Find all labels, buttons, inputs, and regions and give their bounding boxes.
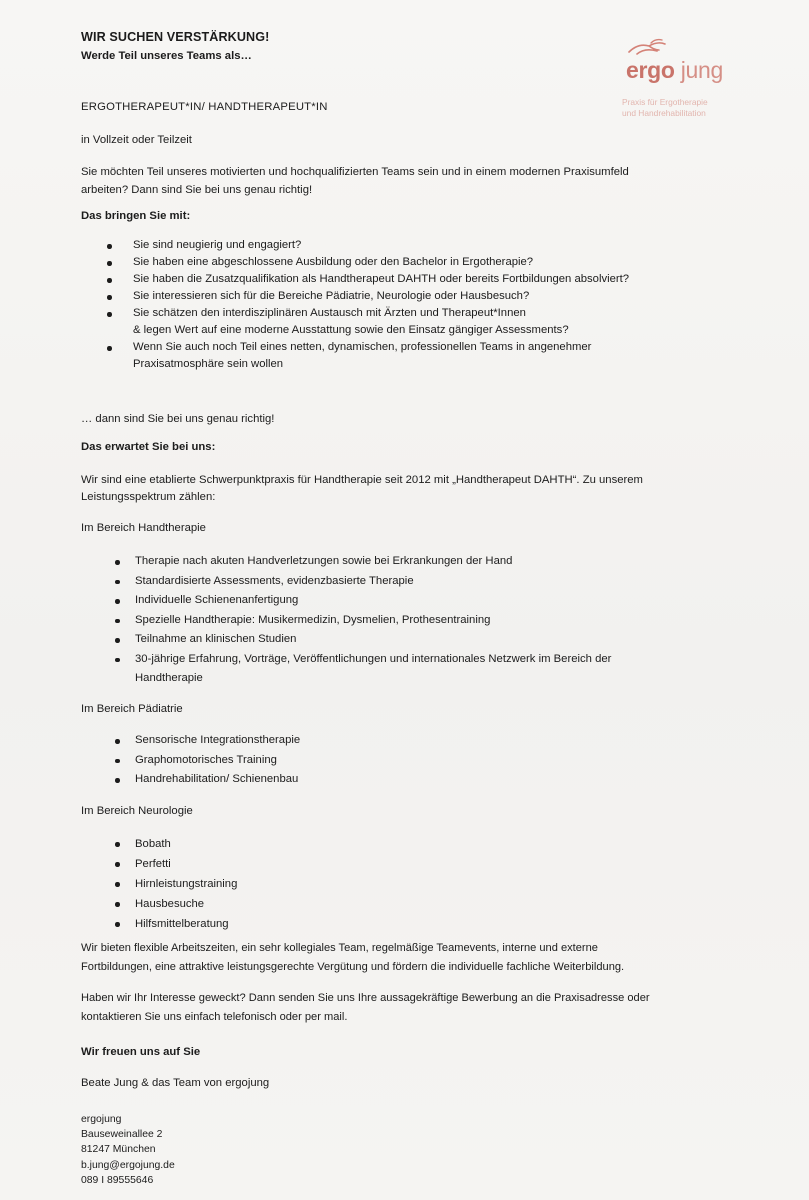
bullet-icon [115, 922, 120, 927]
offer-intro-1: Wir sind eine etablierte Schwerpunktpraxis für Handtherapie seit 2012 mit „Handtherapeut DAHTH“. Zu unserem [81, 474, 643, 486]
bullet-icon [107, 261, 112, 266]
benefits-line-1: Wir bieten flexible Arbeitszeiten, ein sehr kollegiales Team, regelmäßige Teamevents, interne und externe [81, 942, 598, 954]
contact-block [81, 1112, 175, 1188]
list-item: Therapie nach akuten Handverletzungen sowie bei Erkrankungen der Hand [135, 552, 611, 572]
headline: WIR SUCHEN VERSTÄRKUNG! [81, 30, 270, 44]
requirements-closing: … dann sind Sie bei uns genau richtig! [81, 413, 275, 425]
list-item-continuation: Praxisatmosphäre sein wollen [133, 358, 284, 370]
closing-greeting: Wir freuen uns auf Sie [81, 1046, 201, 1058]
hand-section-heading: Im Bereich Handtherapie [81, 522, 206, 534]
list-item: Teilnahme an klinischen Studien [135, 630, 611, 650]
bullet-icon [115, 882, 120, 887]
intro-line-1: Sie möchten Teil unseres motivierten und hochqualifizierten Teams sein und in einem modernen Praxisumfeld [81, 166, 629, 178]
contact-street: Bauseweinallee 2 [81, 1129, 163, 1141]
bullet-icon [115, 759, 120, 764]
requirements-list [133, 237, 629, 373]
list-item: Handrehabilitation/ Schienenbau [135, 770, 300, 790]
subheadline: Werde Teil unseres Teams als… [81, 50, 252, 62]
job-title: ERGOTHERAPEUT*IN/ HANDTHERAPEUT*IN [81, 101, 328, 113]
bullet-icon [115, 599, 120, 604]
list-item: Hilfsmittelberatung [135, 914, 237, 934]
bullet-icon [115, 560, 120, 565]
bullet-icon [115, 619, 120, 624]
contact-name: ergojung [81, 1114, 122, 1125]
list-item: Sie haben die Zusatzqualifikation als Handtherapeut DAHTH oder bereits Fortbildungen absolviert? [133, 271, 629, 288]
list-item-continuation: & legen Wert auf eine moderne Ausstattung sowie den Einsatz gängiger Assessments? [133, 324, 569, 336]
bullet-icon [107, 244, 112, 249]
closing-signature: Beate Jung & das Team von ergojung [81, 1077, 270, 1089]
list-item: Sie sind neugierig und engagiert? [133, 237, 629, 254]
list-item: 30-jährige Erfahrung, Vorträge, Veröffentlichungen und internationales Netzwerk im Bereich der [135, 650, 611, 670]
list-item: Graphomotorisches Training [135, 751, 300, 771]
list-item: Individuelle Schienenanfertigung [135, 591, 611, 611]
logo-wordmark [626, 57, 723, 84]
contact-email[interactable]: b.jung@ergojung.de [81, 1159, 175, 1171]
list-item: Standardisierte Assessments, evidenzbasierte Therapie [135, 572, 611, 592]
list-item: Spezielle Handtherapie: Musikermedizin, Dysmelien, Prothesentraining [135, 611, 611, 631]
hand-list [135, 552, 611, 689]
bullet-icon [107, 346, 112, 351]
bullet-icon [115, 638, 120, 643]
neuro-section-heading: Im Bereich Neurologie [81, 805, 193, 817]
paed-list [135, 731, 300, 790]
list-item: Sie schätzen den interdisziplinären Austausch mit Ärzten und Therapeut*Innen [133, 305, 629, 322]
list-item: Hausbesuche [135, 894, 237, 914]
bullet-icon [115, 778, 120, 783]
bullet-icon [115, 739, 120, 744]
contact-phone[interactable]: 089 I 89555646 [81, 1174, 154, 1186]
bullet-icon [115, 658, 120, 663]
bullet-icon [107, 295, 112, 300]
list-item: Hirnleistungstraining [135, 874, 237, 894]
list-item: Sie interessieren sich für die Bereiche Pädiatrie, Neurologie oder Hausbesuch? [133, 288, 629, 305]
requirements-heading: Das bringen Sie mit: [81, 210, 191, 222]
logo-tagline-1: Praxis für Ergotherapie [622, 97, 708, 107]
bullet-icon [107, 312, 112, 317]
job-type: in Vollzeit oder Teilzeit [81, 134, 192, 146]
intro-line-2: arbeiten? Dann sind Sie bei uns genau richtig! [81, 184, 313, 196]
list-item: Wenn Sie auch noch Teil eines netten, dynamischen, professionellen Teams in angenehmer [133, 339, 629, 356]
bullet-icon [107, 278, 112, 283]
logo-word-jung: jung [680, 57, 724, 83]
benefits-line-2: Fortbildungen, eine attraktive leistungsgerechte Vergütung und fördern die individuelle fachliche Weiterbildung. [81, 961, 625, 973]
bullet-icon [115, 862, 120, 867]
list-item: Bobath [135, 834, 237, 854]
bullet-icon [115, 902, 120, 907]
list-item-continuation: Handtherapie [135, 672, 203, 684]
list-item: Perfetti [135, 854, 237, 874]
paed-section-heading: Im Bereich Pädiatrie [81, 703, 183, 715]
logo-word-ergo: ergo [626, 57, 675, 83]
apply-line-2: kontaktieren Sie uns einfach telefonisch oder per mail. [81, 1011, 348, 1023]
bullet-icon [115, 842, 120, 847]
bullet-icon [115, 580, 120, 585]
apply-line-1: Haben wir Ihr Interesse geweckt? Dann senden Sie uns Ihre aussagekräftige Bewerbung an die Praxisadresse oder [81, 992, 650, 1004]
offer-heading: Das erwartet Sie bei uns: [81, 441, 216, 453]
neuro-list [135, 834, 237, 934]
hand-logo-icon [627, 37, 669, 59]
offer-intro-2: Leistungsspektrum zählen: [81, 491, 216, 503]
list-item: Sensorische Integrationstherapie [135, 731, 300, 751]
logo-tagline-2: und Handrehabilitation [622, 108, 706, 118]
contact-city: 81247 München [81, 1144, 156, 1156]
list-item: Sie haben eine abgeschlossene Ausbildung oder den Bachelor in Ergotherapie? [133, 254, 629, 271]
